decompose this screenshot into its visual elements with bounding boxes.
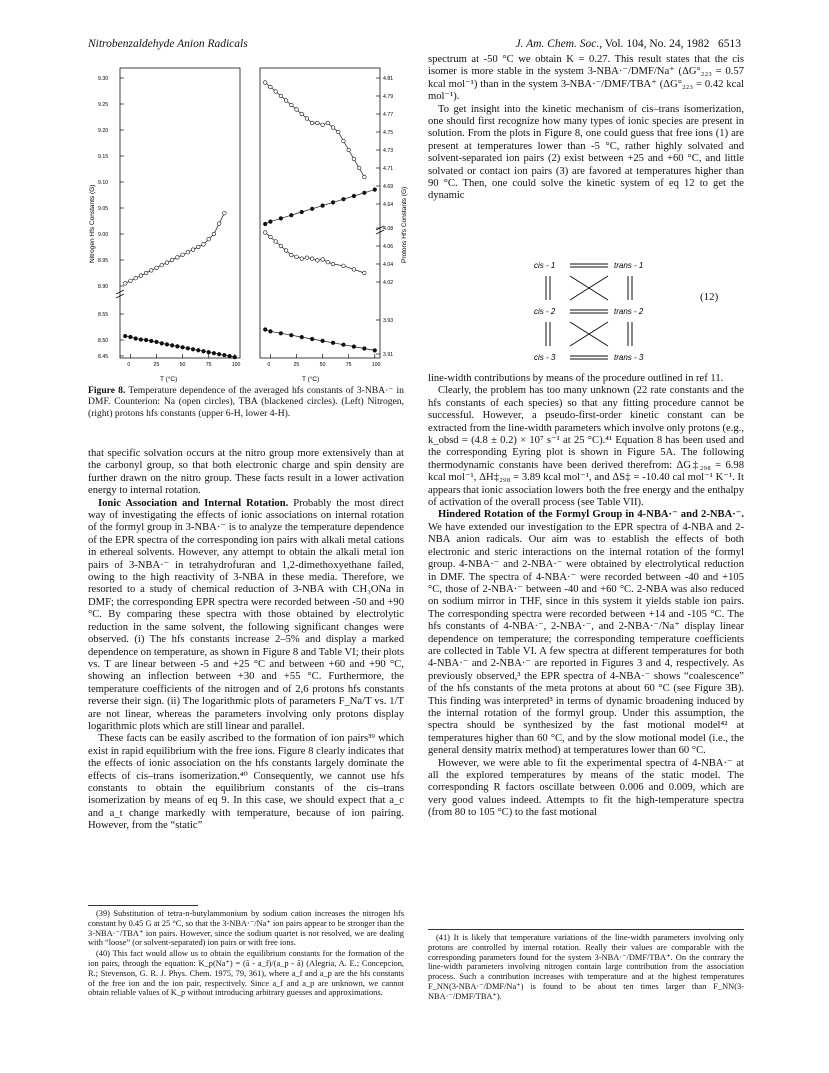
right-tick-label: 4.02 [383, 280, 394, 286]
x-axis-label-right: T (°C) [302, 376, 320, 383]
left-column [88, 448, 404, 833]
x-tick-label: 75 [205, 362, 212, 368]
figure-caption [88, 385, 404, 419]
left-tick-label: 8.55 [98, 312, 109, 318]
right-axis-label: Protons Hfs Constants (G) [401, 186, 408, 263]
right-tick-label: 3.93 [383, 318, 394, 324]
left-tick-label: 8.95 [98, 258, 109, 264]
data-point-filled [263, 222, 267, 226]
scheme-trans-1: trans - 1 [614, 261, 644, 270]
footnote-40: (40) This fact would allow us to obtain the equilibrium constants for the formation of the ion pairs, through the equation: K_p(Na⁺) = (ā - a_f)/(a_p - ā) (Alegria, A. E.; Concepcion, R.; Stevenson, G. R. J. Phys. Chem. 1975, 79, 361), where a_f and a_p are the hfs constants of the free ion and the ion pair, respectively. Since a_f and a_p are unknown, we cannot obtain reliable values of K_p without introducing arbitrary guesses and approximations. [88, 949, 404, 998]
data-point-open [274, 240, 278, 244]
section-heading: Hindered Rotation of the Formyl Group in 4-NBA·⁻ and 2-NBA·⁻. [438, 509, 744, 521]
right-tick-label: 4.81 [383, 76, 394, 82]
data-point-filled [129, 335, 133, 339]
data-point-open [160, 263, 164, 267]
data-point-filled [139, 338, 143, 342]
right-column-bottom [428, 373, 744, 820]
left-tick-label: 9.10 [98, 180, 109, 186]
data-point-filled [207, 350, 211, 354]
data-point-open [134, 276, 138, 280]
data-point-filled [217, 352, 221, 356]
paragraph [428, 509, 744, 757]
data-point-open [316, 259, 320, 263]
data-point-filled [352, 345, 356, 349]
journal-volume: Vol. 104, No. 24, 1982 [604, 38, 710, 50]
data-point-filled [363, 191, 367, 195]
data-point-filled [134, 337, 138, 341]
paragraph-text: Probably the most direct way of investigating the effects of ionic associations on internal rotation of the formyl group in 3-NBA·⁻ is to analyze the temperature dependence of the EPR spectra of the corresponding ion pairs with alkali metal cations in ethereal solvents. However, any attempt to obtain the alkali metal ion pairs of 3-NBA·⁻ in tetrahydrofuran and 1,2-dimethoxyethane failed, owing to the high reactivity of 3-NBA in these media. Therefore, we resorted to a study of chemical reduction of 3-NBA with CH₃ONa in DMF; the corresponding EPR spectra were recorded between -50 and +90 °C. By comparing these spectra with those obtained by electrolytic reduction in the same solvent, the following significant changes were observed. (i) The hfs constants increase 2–5% and display a marked dependence on temperature, as shown in Figure 8 and Table VI; their plots vs. T are linear between -5 and +25 °C and between +60 and +90 °C, showing an inflection between +30 and +55 °C. Furthermore, the temperature coefficients of the nitrogen and of 2,6 protons hfs constants reverse their sign. (ii) The logarithmic plots of parameters F_Na/T vs. 1/T are not linear, whereas the parameters involving only protons display logarithmic plots which are still linear and parallel. [88, 497, 404, 732]
left-tick-label: 8.45 [98, 354, 109, 360]
right-tick-label: 4.64 [383, 202, 394, 208]
panel-frame-0 [120, 68, 240, 358]
data-point-filled [233, 355, 237, 359]
right-tick-label: 4.79 [383, 94, 394, 100]
data-point-filled [212, 351, 216, 355]
data-point-filled [144, 338, 148, 342]
data-point-open [295, 255, 299, 259]
data-point-filled [191, 347, 195, 351]
footnotes-left [88, 909, 404, 999]
data-point-open [326, 121, 330, 125]
data-point-open [284, 249, 288, 253]
data-point-open [321, 258, 325, 262]
data-point-filled [300, 335, 304, 339]
data-point-filled [165, 343, 169, 347]
data-point-open [150, 269, 154, 273]
data-point-filled [181, 346, 185, 350]
data-point-open [347, 148, 351, 152]
left-tick-label: 9.20 [98, 128, 109, 134]
data-point-filled [310, 337, 314, 341]
data-point-filled [170, 344, 174, 348]
data-point-filled [310, 207, 314, 211]
data-point-open [295, 108, 299, 112]
section-heading: Ionic Association and Internal Rotation. [98, 497, 289, 509]
data-point-filled [300, 210, 304, 214]
equation-number: (12) [700, 291, 719, 303]
data-point-filled [123, 334, 127, 338]
data-point-open [274, 90, 278, 94]
paragraph: These facts can be easily ascribed to the formation of ion pairs³⁹ which exist in rapid equilibrium with the free ions. Figure 8 clearly indicates that the effects of ionic association on the hfs constants largely dominate the effects of cis–trans isomerization.⁴⁰ Consequently, we cannot use hfs constants to obtain the equilibrium constants of the cis–trans isomerization by means of eq 9. In this case, we should expect that a_c and a_t change markedly with temperature, because of ion pairing. However, from the “static” [88, 733, 404, 832]
data-point-filled [373, 349, 377, 353]
left-tick-label: 9.05 [98, 206, 109, 212]
series-line-1-2 [265, 233, 364, 274]
scheme-cis-2: cis - 2 [534, 307, 556, 316]
data-point-open [263, 231, 267, 235]
page-number: 6513 [718, 38, 741, 50]
data-point-open [342, 264, 346, 268]
data-point-open [321, 123, 325, 127]
x-tick-label: 50 [319, 362, 326, 368]
footnote-rule-right [428, 929, 744, 930]
data-point-filled [196, 348, 200, 352]
footnotes-right [428, 933, 744, 1003]
footnote-41: (41) It is likely that temperature variations of the line-width parameters involving only protons are controlled by internal rotation. Really their values are comparable with the corresponding parameters found for the system 3-NBA·⁻/DMF/TBA⁺. On the contrary the line-width parameters involving nitrogen contain large contribution from the association process. Such a contribution increases with temperature and at the highest temperatures F_NN(3-NBA·⁻/DMF/Na⁺) is found to be about ten times larger than F_NN(3-NBA·⁻/DMF/TBA⁺). [428, 933, 744, 1001]
data-point-open [336, 130, 340, 134]
data-point-open [326, 260, 330, 264]
data-point-filled [186, 347, 190, 351]
data-point-open [310, 121, 314, 125]
data-point-filled [321, 339, 325, 343]
data-point-filled [342, 197, 346, 201]
data-point-open [331, 126, 335, 130]
x-axis-label-left: T (°C) [160, 376, 178, 383]
data-point-open [123, 282, 127, 286]
data-point-filled [331, 201, 335, 205]
data-point-open [331, 262, 335, 266]
data-point-filled [160, 342, 164, 346]
data-point-open [357, 166, 361, 170]
left-tick-label: 9.00 [98, 232, 109, 238]
data-point-filled [176, 345, 180, 349]
running-head-journal [515, 38, 741, 50]
right-tick-label: 4.73 [383, 148, 394, 154]
data-point-open [263, 81, 267, 85]
data-point-filled [223, 353, 227, 357]
data-point-open [155, 266, 159, 270]
paragraph [88, 498, 404, 734]
right-column-top [428, 54, 744, 203]
data-point-open [207, 237, 211, 241]
data-point-filled [342, 343, 346, 347]
panel-frame-1 [260, 68, 380, 358]
scheme-trans-2: trans - 2 [614, 307, 644, 316]
data-point-open [139, 274, 143, 278]
figure-frames [116, 68, 384, 358]
data-point-filled [150, 339, 154, 343]
data-point-open [186, 250, 190, 254]
scheme-cis-3: cis - 3 [534, 353, 556, 362]
data-point-open [212, 232, 216, 236]
running-head-title: Nitrobenzaldehyde Anion Radicals [88, 38, 248, 50]
left-tick-label: 9.30 [98, 76, 109, 82]
journal-name: J. Am. Chem. Soc., [515, 38, 603, 50]
right-tick-label: 4.75 [383, 130, 394, 136]
data-point-open [352, 157, 356, 161]
x-tick-label: 75 [345, 362, 352, 368]
data-point-filled [290, 333, 294, 337]
paragraph: Clearly, the problem has too many unknown (22 rate constants and the hfs constants of each species) so that any fitting procedure cannot be successful. However, a pseudo-first-order kinetic constant can be extracted from the line-width parameters which involve only protons (e.g., k_obsd = (4.8 ± 0.2) × 10⁷ s⁻¹ at 25 °C).⁴¹ Equation 8 has been used and the corresponding Eyring plot is shown in Figure 5A. The following thermodynamic constants have been derived therefrom: ΔG‡₂₉₈ = 6.98 kcal mol⁻¹, ΔH‡₂₉₈ = 3.89 kcal mol⁻¹, and ΔS‡ = -10.40 cal mol⁻¹ K⁻¹. It appears that ionic association lowers both the free energy and the enthalpy of activation of the overall process (see Table VII). [428, 385, 744, 509]
data-point-filled [290, 213, 294, 217]
left-tick-label: 9.15 [98, 154, 109, 160]
data-point-open [300, 257, 304, 261]
data-point-open [269, 85, 273, 89]
data-point-open [191, 248, 195, 252]
data-point-open [316, 121, 320, 125]
series-line-0-0 [125, 213, 224, 283]
data-point-open [363, 175, 367, 179]
data-point-filled [352, 194, 356, 198]
right-tick-label: 3.91 [383, 352, 394, 358]
data-point-open [310, 257, 314, 261]
data-point-filled [363, 347, 367, 351]
data-point-open [290, 103, 294, 107]
figure-marks [123, 81, 376, 359]
left-axis-label: Nitrogen Hfs Constants (G) [89, 184, 96, 263]
data-point-open [352, 268, 356, 272]
x-tick-label: 0 [267, 362, 271, 368]
data-point-open [305, 256, 309, 260]
data-point-open [202, 243, 206, 247]
x-tick-label: 0 [127, 362, 131, 368]
x-tick-label: 50 [179, 362, 186, 368]
footnote-rule-left [88, 905, 198, 906]
data-point-open [129, 279, 133, 283]
scheme-cis-1: cis - 1 [534, 261, 556, 270]
left-tick-label: 8.90 [98, 284, 109, 290]
right-tick-label: 4.08 [383, 226, 394, 232]
data-point-open [363, 271, 367, 275]
paragraph: that specific solvation occurs at the nitro group more extensively than at the carbonyl group, so that both electronic charge and spin density are further drawn on the nitro group. These facts result in a lower activation energy to internal rotation. [88, 448, 404, 497]
x-tick-label: 25 [153, 362, 160, 368]
x-tick-label: 25 [293, 362, 300, 368]
data-point-filled [279, 332, 283, 336]
data-point-open [144, 271, 148, 275]
data-point-open [300, 112, 304, 116]
paragraph: line-width contributions by means of the procedure outlined in ref 11. [428, 373, 724, 384]
left-tick-label: 9.25 [98, 102, 109, 108]
footnote-39: (39) Substitution of tetra-n-butylammonium by sodium cation increases the nitrogen hfs constant by 0.45 G at 25 °C, so that the 3-NBA·⁻/Na⁺ ion pairs appear to be stronger than the 3-NBA·⁻/TBA⁺ ion pairs. However, since the sodium quartet is not resolved, we are dealing with “loose” (or solvent-separated) ion pairs or with free ions. [88, 909, 404, 948]
data-point-filled [279, 217, 283, 221]
caption-label: Figure 8. [88, 385, 126, 396]
data-point-open [165, 261, 169, 265]
paragraph: To get insight into the kinetic mechanism of cis–trans isomerization, one should first recognize how many types of ionic species are present in solution. From the plots in Figure 8, one could guess that free ions (1) are present at temperatures lower than -5 °C, rather highly solvated and solvent-separated ion pairs (2) exist between +25 and +60 °C, and little solvated or contact ion pairs (3) are favored at temperatures higher than 90 °C. Then, one could solve the kinetic system of eq 12 to get the dynamic [428, 103, 744, 202]
right-tick-label: 4.69 [383, 184, 394, 190]
figure-ticks [98, 76, 393, 368]
data-point-open [223, 211, 227, 215]
data-point-filled [155, 340, 159, 344]
data-point-open [342, 139, 346, 143]
data-point-open [170, 258, 174, 262]
data-point-filled [373, 188, 377, 192]
right-tick-label: 4.77 [383, 112, 394, 118]
right-tick-label: 4.04 [383, 262, 394, 268]
data-point-open [305, 117, 309, 121]
x-tick-label: 100 [231, 362, 241, 368]
scheme-trans-3: trans - 3 [614, 353, 644, 362]
data-point-filled [331, 341, 335, 345]
data-point-filled [321, 204, 325, 208]
data-point-filled [269, 220, 273, 224]
data-point-open [196, 245, 200, 249]
paragraph: However, we were able to fit the experimental spectra of 4-NBA·⁻ at all the explored temperatures by means of the static model. The corresponding R factors oscillate between 0.006 and 0.009, which are very good values indeed. Attempts to fit the high-temperature spectra (from 80 to 105 °C) to the fast motional [428, 757, 744, 819]
left-tick-label: 8.50 [98, 338, 109, 344]
data-point-filled [263, 328, 267, 332]
caption-text: Temperature dependence of the averaged hfs constants of 3-NBA·⁻ in DMF. Counterion: Na (open circles), TBA (blackened circles). (Left) Nitrogen, (right) protons hfs constants (upper 6-H, lower 4-H). [88, 385, 404, 419]
paragraph: spectrum at -50 °C we obtain K = 0.27. This result states that the cis isomer is more stable in the system 3-NBA·⁻/DMF/Na⁺ (ΔG°₂₂₃ = 0.57 kcal mol⁻¹) than in the system 3-NBA·⁻/DMF/TBA⁺ (ΔG°₂₂₃ = 0.42 kcal mol⁻¹). [428, 54, 744, 103]
kinetic-scheme [530, 258, 730, 368]
data-point-filled [269, 330, 273, 334]
data-point-open [284, 99, 288, 103]
data-point-filled [202, 349, 206, 353]
data-point-open [217, 222, 221, 226]
paragraph-text: We have extended our investigation to the EPR spectra of 4-NBA and 2-NBA anion radicals. Our aim was to establish the effects of both electronic and steric interactions on the internal rotation of the formyl group. 4-NBA·⁻ and 2-NBA·⁻ were obtained by electrolytical reduction in DMF. The spectra of 4-NBA·⁻ were recorded between -40 and +105 °C, those of 2-NBA·⁻ between -40 and +60 °C. 2-NBA was also reduced on sodium mirror in THF, since in this system it yields stable ion pairs. The corresponding spectra were recorded between +14 and -105 °C. The hfs constants of 4-NBA·⁻, 2-NBA·⁻, and 2-NBA·⁻/Na⁺ display linear dependence on temperature; the corresponding temperature coefficients are collected in Table VI. A few spectra at different temperatures for both 4-NBA·⁻ and 2-NBA·⁻ are reported in Figures 3 and 4, respectively. As previously observed,³ the EPR spectra of 4-NBA·⁻ shows “coalescence” of the hfs constants of the meta protons at about 60 °C (see Figure 3B). This finding was interpreted³ in terms of dynamic broadening induced by the internal rotation of the formyl group. Under this assumption, the spectra should be synthesized by the fast motional model⁴² at temperatures higher than 60 °C, and by the slow motional model (i.e., the general density matrix method) at temperatures lower than 60 °C. [428, 521, 744, 757]
data-point-open [279, 244, 283, 248]
data-point-open [176, 256, 180, 260]
figure-8 [80, 58, 410, 386]
data-point-open [279, 94, 283, 98]
data-point-open [269, 235, 273, 239]
right-tick-label: 4.71 [383, 166, 394, 172]
data-point-open [290, 253, 294, 257]
data-point-open [181, 253, 185, 257]
data-point-filled [228, 354, 232, 358]
x-tick-label: 100 [371, 362, 381, 368]
right-tick-label: 4.06 [383, 244, 394, 250]
